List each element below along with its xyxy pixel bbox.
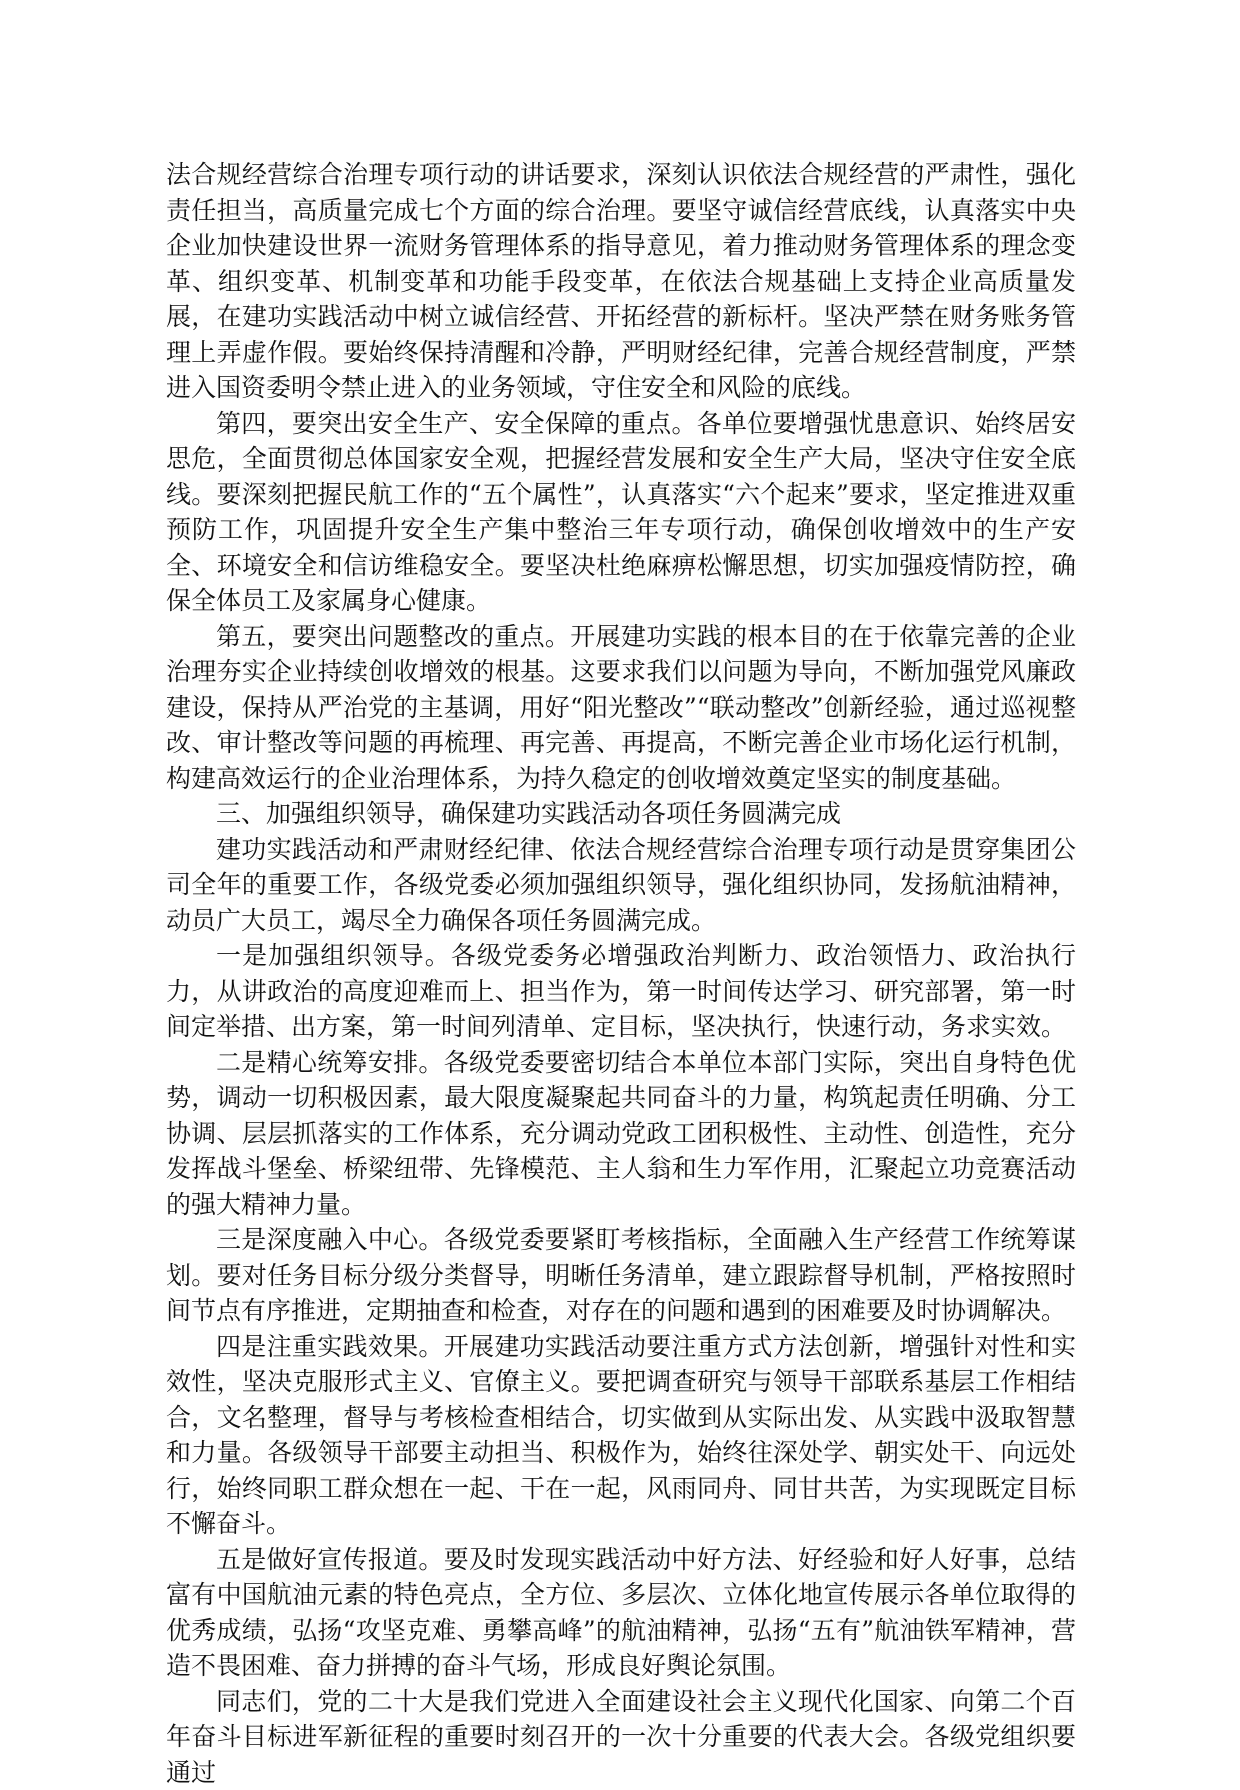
paragraph-section-intro: 建功实践活动和严肃财经纪律、依法合规经营综合治理专项行动是贯穿集团公司全年的重要工作，各级党委必须加强组织领导，强化组织协同，发扬航油精神，动员广大员工，竭尽全力确保各项任务圆满完成。 xyxy=(166,832,1076,939)
paragraph-continued: 法合规经营综合治理专项行动的讲话要求，深刻认识依法合规经营的严肃性，强化责任担当，高质量完成七个方面的综合治理。要坚守诚信经营底线，认真落实中央企业加快建设世界一流财务管理体系的指导意见，着力推动财务管理体系的理念变革、组织变革、机制变革和功能手段变革，在依法合规基础上支持企业高质量发展，在建功实践活动中树立诚信经营、开拓经营的新标杆。坚决严禁在财务账务管理上弄虚作假。要始终保持清醒和冷静，严明财经纪律，完善合规经营制度，严禁进入国资委明令禁止进入的业务领域，守住安全和风险的底线。 xyxy=(166,157,1076,406)
section-heading-three: 三、加强组织领导，确保建功实践活动各项任务圆满完成 xyxy=(166,796,1076,832)
paragraph-item-two: 二是精心统筹安排。各级党委要密切结合本单位本部门实际，突出自身特色优势，调动一切积极因素，最大限度凝聚起共同奋斗的力量，构筑起责任明确、分工协调、层层抓落实的工作体系，充分调动党政工团积极性、主动性、创造性，充分发挥战斗堡垒、桥梁纽带、先锋模范、主人翁和生力军作用，汇聚起立功竞赛活动的强大精神力量。 xyxy=(166,1045,1076,1223)
paragraph-fourth-point: 第四，要突出安全生产、安全保障的重点。各单位要增强忧患意识、始终居安思危，全面贯彻总体国家安全观，把握经营发展和安全生产大局，坚决守住安全底线。要深刻把握民航工作的“五个属性”，认真落实“六个起来”要求，坚定推进双重预防工作，巩固提升安全生产集中整治三年专项行动，确保创收增效中的生产安全、环境安全和信访维稳安全。要坚决杜绝麻痹松懈思想，切实加强疫情防控，确保全体员工及家属身心健康。 xyxy=(166,406,1076,619)
document-page xyxy=(166,157,1076,1790)
paragraph-item-one: 一是加强组织领导。各级党委务必增强政治判断力、政治领悟力、政治执行力，从讲政治的高度迎难而上、担当作为，第一时间传达学习、研究部署，第一时间定举措、出方案，第一时间列清单、定目标，坚决执行，快速行动，务求实效。 xyxy=(166,938,1076,1045)
paragraph-item-four: 四是注重实践效果。开展建功实践活动要注重方式方法创新，增强针对性和实效性，坚决克服形式主义、官僚主义。要把调查研究与领导干部联系基层工作相结合，文名整理，督导与考核检查相结合，切实做到从实际出发、从实践中汲取智慧和力量。各级领导干部要主动担当、积极作为，始终往深处学、朝实处干、向远处行，始终同职工群众想在一起、干在一起，风雨同舟、同甘共苦，为实现既定目标不懈奋斗。 xyxy=(166,1329,1076,1542)
paragraph-item-five: 五是做好宣传报道。要及时发现实践活动中好方法、好经验和好人好事，总结富有中国航油元素的特色亮点，全方位、多层次、立体化地宣传展示各单位取得的优秀成绩，弘扬“攻坚克难、勇攀高峰”的航油精神，弘扬“五有”航油铁军精神，营造不畏困难、奋力拼搏的奋斗气场，形成良好舆论氛围。 xyxy=(166,1542,1076,1684)
paragraph-item-three: 三是深度融入中心。各级党委要紧盯考核指标，全面融入生产经营工作统筹谋划。要对任务目标分级分类督导，明晰任务清单，建立跟踪督导机制，严格按照时间节点有序推进，定期抽查和检查，对存在的问题和遇到的困难要及时协调解决。 xyxy=(166,1222,1076,1329)
paragraph-closing: 同志们，党的二十大是我们党进入全面建设社会主义现代化国家、向第二个百年奋斗目标进军新征程的重要时刻召开的一次十分重要的代表大会。各级党组织要通过 xyxy=(166,1684,1076,1790)
paragraph-fifth-point: 第五，要突出问题整改的重点。开展建功实践的根本目的在于依靠完善的企业治理夯实企业持续创收增效的根基。这要求我们以问题为导向，不断加强党风廉政建设，保持从严治党的主基调，用好“阳光整改”“联动整改”创新经验，通过巡视整改、审计整改等问题的再梳理、再完善、再提高，不断完善企业市场化运行机制，构建高效运行的企业治理体系，为持久稳定的创收增效奠定坚实的制度基础。 xyxy=(166,619,1076,797)
